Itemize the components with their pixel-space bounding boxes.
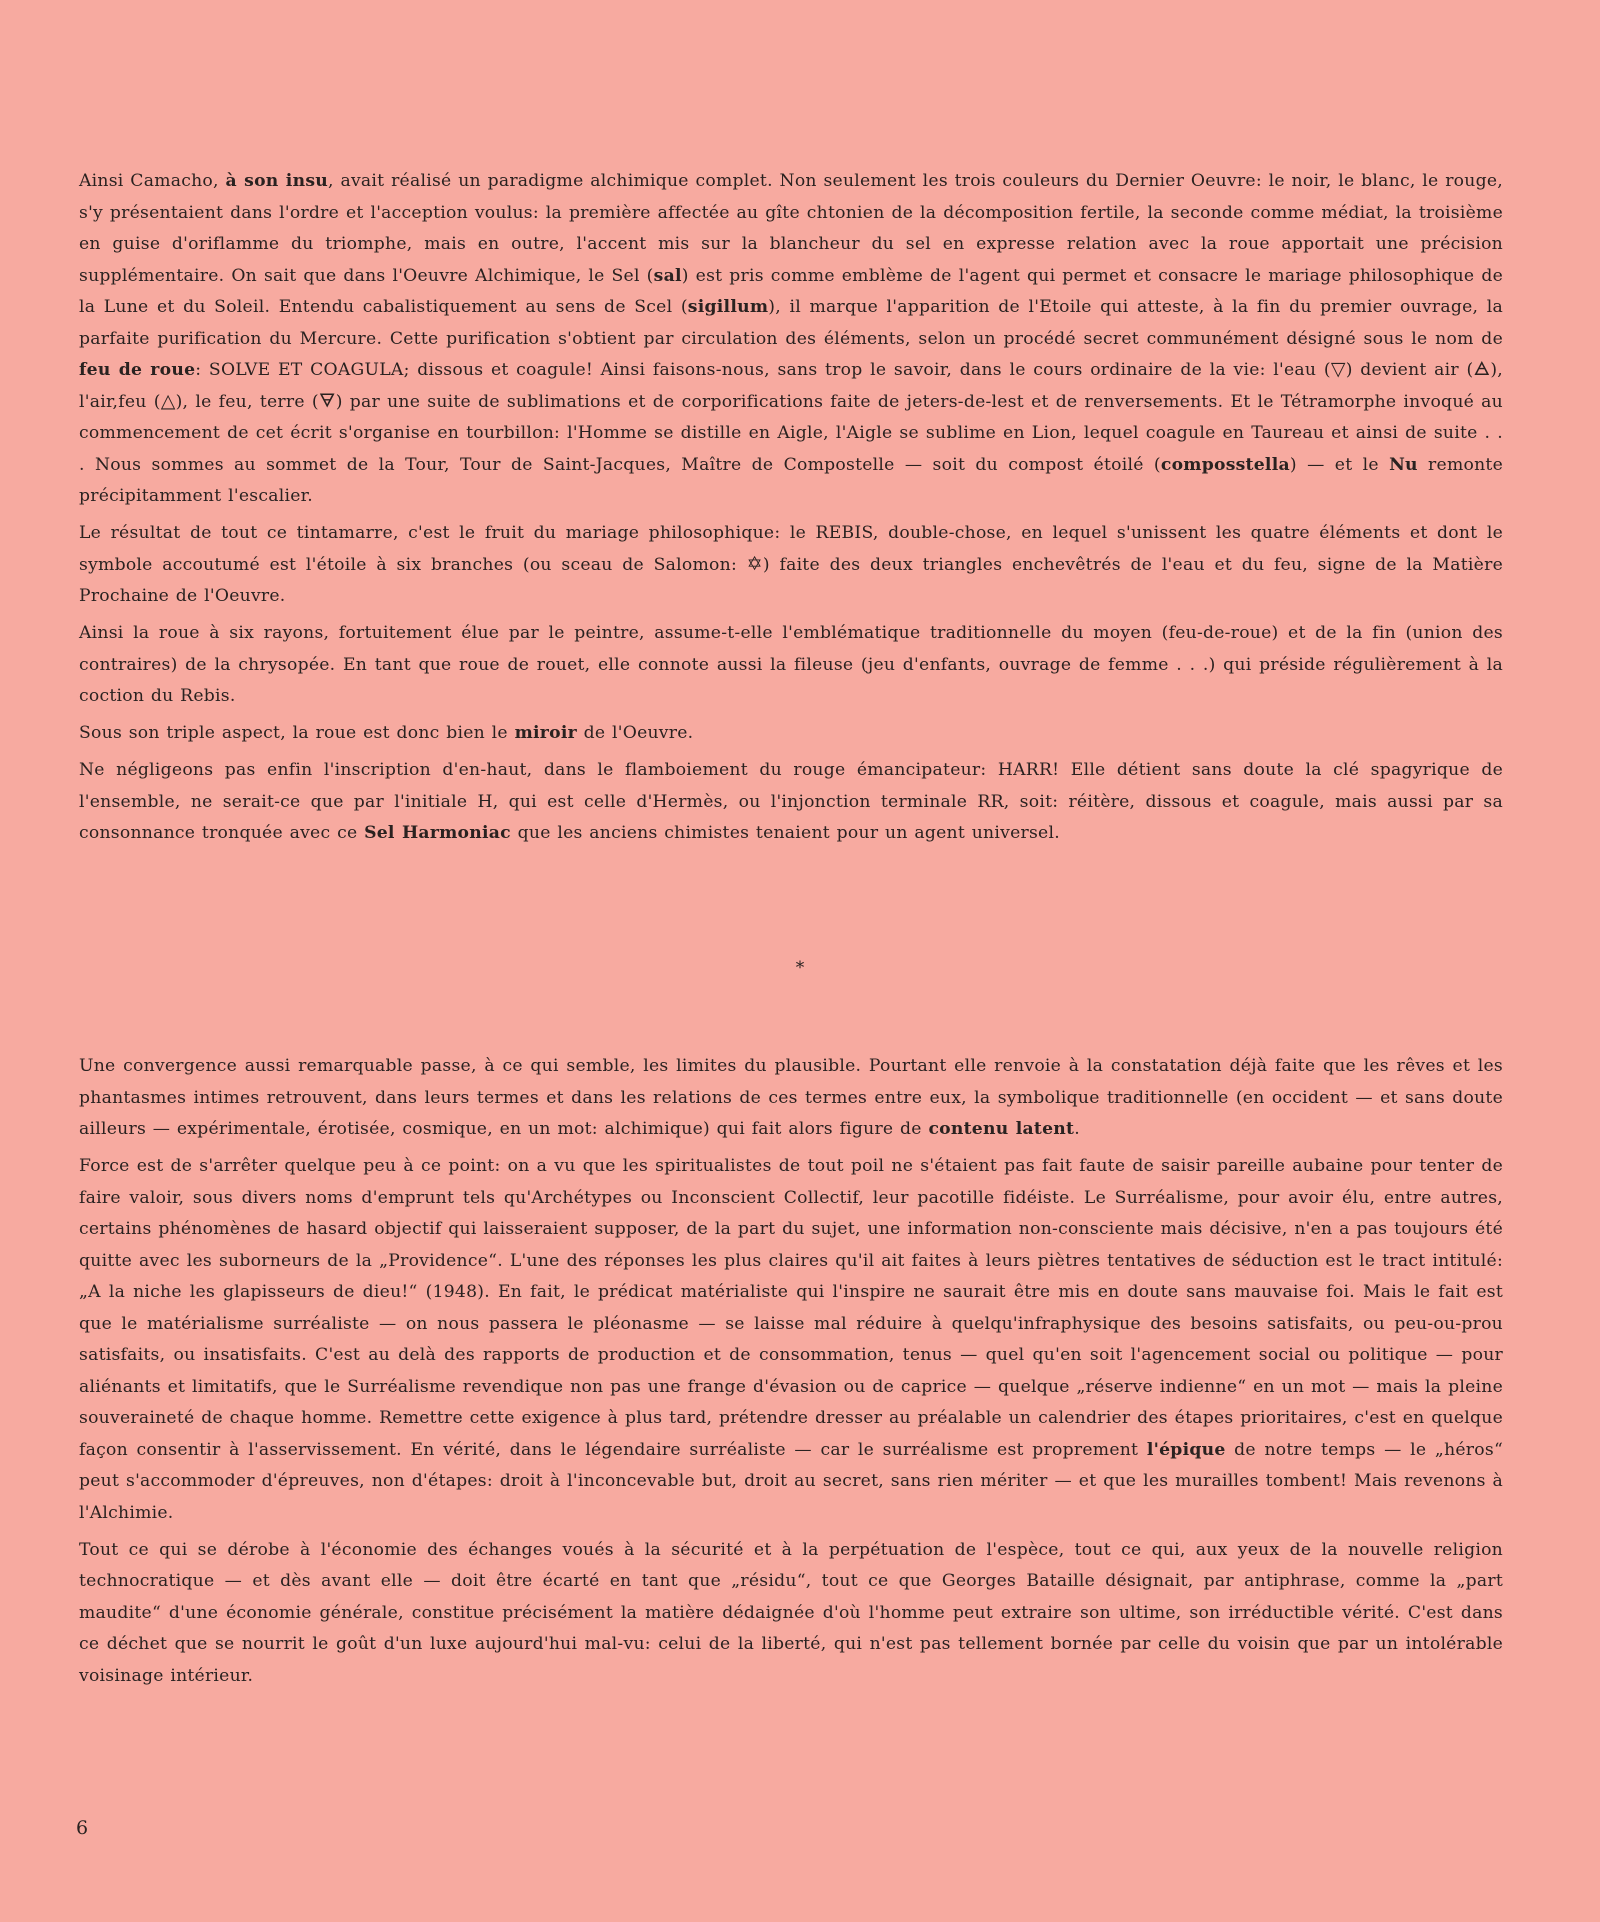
- text-span: ), le feu, terre (: [175, 391, 319, 412]
- text-span: de l'Oeuvre.: [576, 723, 694, 743]
- text-span: Force est de s'arrêter quelque peu à ce point: on a vu que les spiritualistes de tout poil ne s'étaient pas fait faute de saisir pareille aubaine pour tenter de faire valoir, sous divers noms d'emprunt tels qu'Archétypes ou Inconscient Collectif, leur pacotille fidéiste. Le Surréalisme, pour avoir élu, entre autres, certains phénomènes de hasard objectif qui laisseraient supposer, de la part du sujet, une information non-consciente mais décisive, n'en a pas toujours été quitte avec les suborneurs de la „Providence“. L'une des réponses les plus claires qu'il ait faites à leurs piètres tentatives de séduction est le tract intitulé: „A la niche les glapisseurs de dieu!“ (1948). En fait, le prédicat matérialiste qui l'inspire ne saurait être mis en doute sans mauvaise foi. Mais le fait est que le matérialisme surréaliste — on nous passera le pléonasme — se laisse mal réduire à quelqu'infraphysique des besoins satisfaits, ou peu-ou-prou satisfaits, ou insatisfaits. C'est au delà des rapports de production et de consommation, tenus — quel qu'en soit l'agencement social ou politique — pour aliénants et limitatifs, que le Surréalisme revendique non pas une frange d'évasion ou de caprice — quelque „réserve indienne“ en un mot — mais la pleine souveraineté de chaque homme. Remettre cette exigence à plus tard, prétendre dresser au préalable un calendrier des étapes prioritaires, c'est en quelque façon consentir à l'asservissement. En vérité, dans le légendaire surréaliste — car le surréalisme est proprement: [79, 1156, 1503, 1460]
- bold-phrase: l'épique: [1146, 1439, 1226, 1460]
- text-span: , avait réalisé un paradigme alchimique complet. Non seulement les trois couleurs du Dernier Oeuvre: le noir, le blanc, le rouge, s'y présentaient dans l'ordre et l'acception voulus: la première affectée au gîte chtonien de la décomposition fertile, la seconde comme médiat, la troisième en guise d'oriflamme du triomphe, mais en outre, l'accent mis sur la blancheur du sel en expresse relation avec la roue apportait une précision supplémentaire. On sait que dans l'Oeuvre Alchimique, le Sel (: [79, 171, 1503, 286]
- paragraph: [79, 1151, 1503, 1529]
- text-span: Ainsi Camacho,: [79, 171, 226, 191]
- bold-phrase: Sel Harmoniac: [364, 823, 511, 843]
- text-span: : SOLVE ET COAGULA; dissous et coagule! Ainsi faisons-nous, sans trop le savoir, dans le cours ordinaire de la vie: l'eau (: [195, 360, 1331, 380]
- bold-phrase: à son insu: [225, 171, 329, 191]
- text-section-alchemy: [79, 166, 1503, 855]
- text-span: ) par une suite de sublimations et de corporifications faite de jeters-de-lest et de renversements. Et le Tétramorphe invoqué au commencement de cet écrit s'organise en tourbillon: l'Homme se distille en Aigle, l'Aigle se sublime en Lion, lequel coagule en Taureau et ainsi de suite . . . Nous sommes au sommet de la Tour, Tour de Saint-Jacques, Maître de Compostelle — soit du compost étoilé (: [79, 391, 1503, 475]
- text-span: remonte précipitamment l'escalier.: [79, 454, 1503, 506]
- text-span: de notre temps — le „héros“ peut s'accommoder d'épreuves, non d'étapes: droit à l'inconcevable but, droit au secret, sans rien mériter — et que les murailles tombent! Mais revenons à l'Alchimie.: [79, 1439, 1503, 1523]
- paragraph: [79, 166, 1503, 513]
- bold-phrase: sigillum: [687, 297, 769, 317]
- fire-symbol-icon: △: [160, 389, 176, 412]
- paragraph: Tout ce qui se dérobe à l'économie des échanges voués à la sécurité et à la perpétuation de l'espèce, tout ce qui, aux yeux de la nouvelle religion technocratique — et dès avant elle — doit être écarté en tant que „résidu“, tout ce que Georges Bataille désignait, par antiphrase, comme la „part maudite“ d'une économie générale, constitue précisément la matière dédaignée d'où l'homme peut extraire son ultime, son irréductible vérité. C'est dans ce déchet que se nourrit le goût d'un luxe aujourd'hui mal-vu: celui de la liberté, qui n'est pas tellement bornée par celle du voisin que par un intolérable voisinage intérieur.: [79, 1539, 1503, 1686]
- text-span: ) faite des deux triangles enchevêtrés de l'eau et du feu, signe de la Matière Prochaine de l'Oeuvre.: [79, 554, 1503, 606]
- earth-symbol-icon: 🜃: [318, 389, 336, 412]
- bold-phrase: Nu: [1389, 454, 1418, 475]
- paragraph: [79, 1051, 1503, 1146]
- section-separator: *: [795, 958, 805, 978]
- bold-phrase: composstella: [1160, 454, 1290, 475]
- seal-of-solomon-icon: ✡: [746, 552, 763, 575]
- text-span: ) — et le: [1289, 454, 1390, 475]
- text-span: ) est pris comme emblème de l'agent qui permet et consacre le mariage philosophique de la Lune et du Soleil. Entendu cabalistiquement au sens de Scel (: [79, 265, 1503, 317]
- paragraph: [79, 755, 1503, 850]
- text-span: Ne négligeons pas enfin l'inscription d'en-haut, dans le flamboiement du rouge émancipateur: HARR! Elle détient sans doute la clé spagyrique de l'ensemble, ne serait-ce que par l'initiale H, qui est celle d'Hermès, ou l'injonction terminale RR, soit: réitère, dissous et coagule, mais aussi par sa consonnance tronquée avec ce: [79, 760, 1503, 843]
- text-span: Le résultat de tout ce tintamarre, c'est le fruit du mariage philosophique: le REBIS, double-chose, en lequel s'unissent les quatre éléments et dont le symbole accoutumé est l'étoile à six branches (ou sceau de Salomon:: [79, 523, 1503, 575]
- text-span: ), il marque l'apparition de l'Etoile qui atteste, à la fin du premier ouvrage, la parfaite purification du Mercure. Cette purification s'obtient par circulation des éléments, selon un procédé secret communément désigné sous le nom de: [79, 297, 1503, 349]
- air-symbol-icon: 🜁: [1473, 358, 1491, 380]
- water-symbol-icon: ▽: [1330, 358, 1346, 380]
- paragraph: Ainsi la roue à six rayons, fortuitement élue par le peintre, assume-t-elle l'emblématique traditionnelle du moyen (feu-de-roue) et de la fin (union des contraires) de la chrysopée. En tant que roue de rouet, elle connote aussi la fileuse (jeu d'enfants, ouvrage de femme . . .) qui préside régulièrement à la coction du Rebis.: [79, 623, 1503, 706]
- text-span: Une convergence aussi remarquable passe, à ce qui semble, les limites du plausible. Pourtant elle renvoie à la constatation déjà faite que les rêves et les phantasmes intimes retrouvent, dans leurs termes et dans les relations de ces termes entre eux, la symbolique traditionnelle (en occident — et sans doute ailleurs — expérimentale, érotisée, cosmique, en un mot: alchimique) qui fait alors figure de: [79, 1056, 1503, 1139]
- bold-phrase: contenu latent: [928, 1119, 1075, 1139]
- paragraph: [79, 718, 1503, 750]
- text-span: ), l'air,feu (: [79, 360, 1503, 412]
- page-number: 6: [76, 1817, 89, 1839]
- text-span: Sous son triple aspect, la roue est donc bien le: [79, 723, 515, 743]
- paragraph: [79, 518, 1503, 613]
- text-span: que les anciens chimistes tenaient pour un agent universel.: [510, 823, 1060, 843]
- bold-phrase: feu de roue: [79, 360, 196, 380]
- bold-phrase: miroir: [514, 723, 577, 743]
- text-section-surrealism: [79, 1051, 1503, 1698]
- bold-phrase: sal: [653, 265, 682, 286]
- text-span: ) devient air (: [1345, 360, 1474, 380]
- text-span: .: [1074, 1119, 1080, 1139]
